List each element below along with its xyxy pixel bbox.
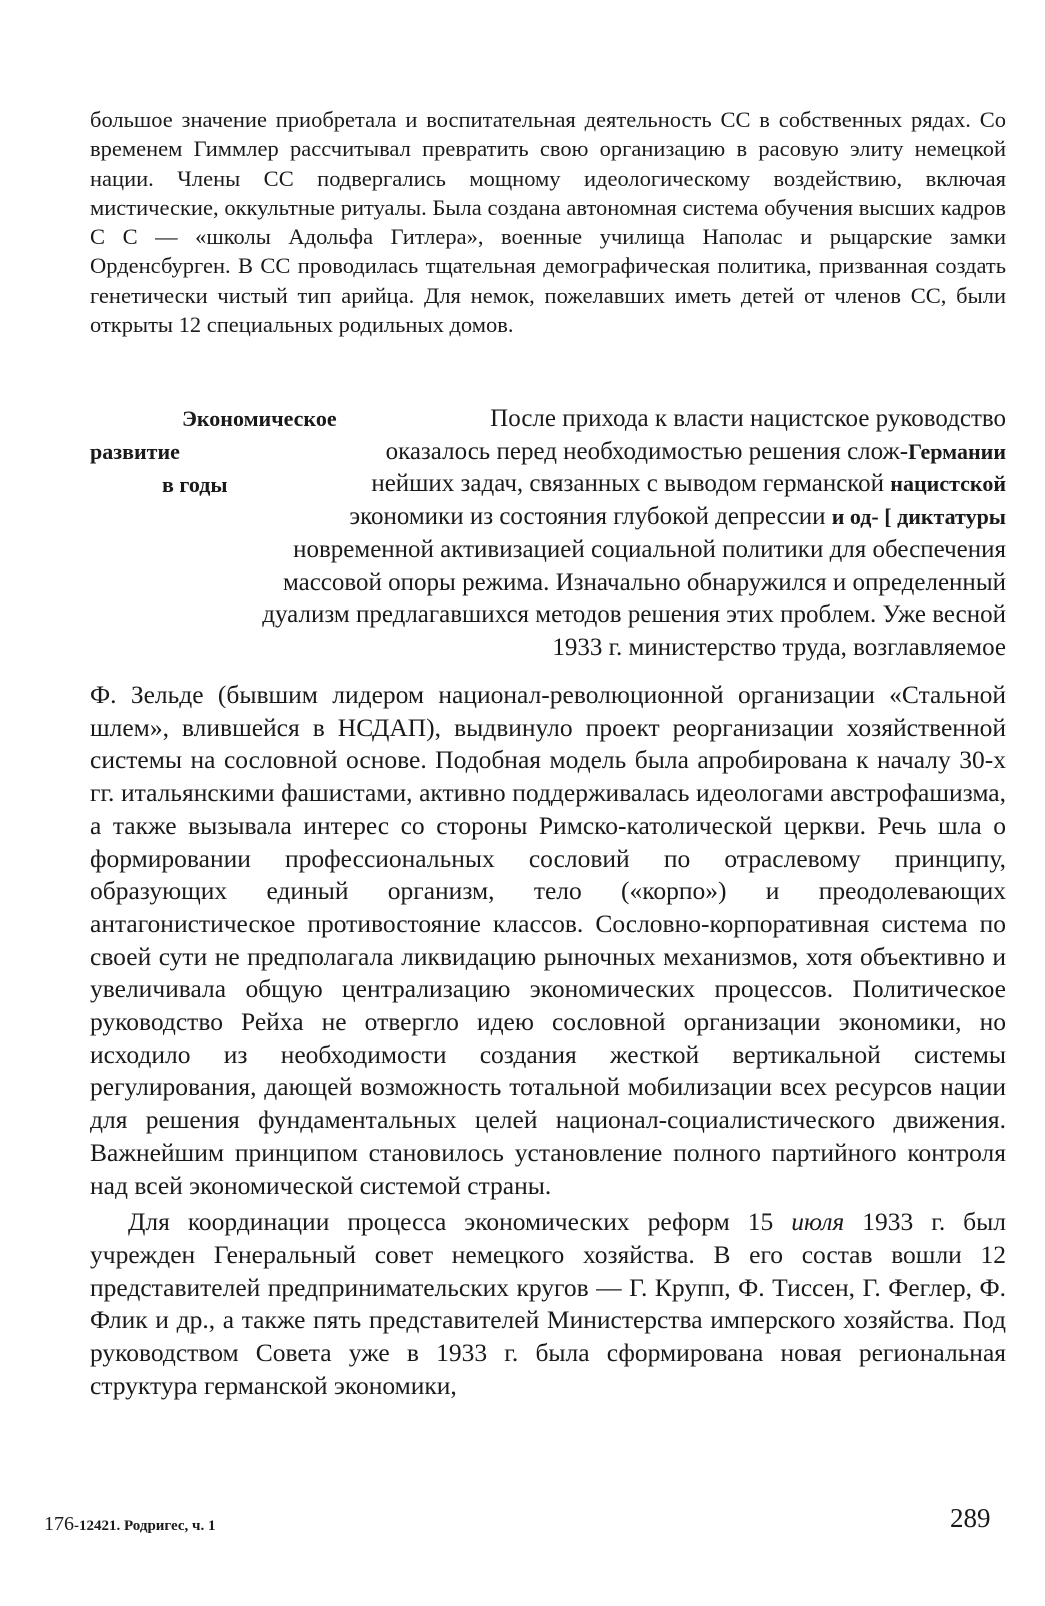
main-paragraph-1: Ф. Зельде (бывшим лидером национал-революционной организации «Стальной шлем», влившейся в НСДАП), выдвинуло проект реорганизации хозяйственной системы на сословной основе. Подобная модель была апробирована к началу 30-х гг. итальянскими фашистами, активно поддерживалась идеологами австрофашизма, а также вызывала интерес со стороны Римско-католической церкви. Речь шла о формировании профессиональных сословий по отраслевому принципу, образующих единый организм, тело («корпо») и преодолевающих антагонистическое противостояние классов. Сословно-корпоративная система по своей сути не предполагала ликвидацию рыночных механизмов, хотя объективно и увеличивала общую централизацию экономических процессов. Политическое руководство Рейха не отвергло идею сословной организации экономики, но исходило из необходимости создания жесткой вертикальной системы регулирования, дающей возможность тотальной мобилизации всех ресурсов нации для решения фундаментальных целей национал-социалистического движения. Важнейшим принципом становилось установление полного партийного контроля над всей экономической системой страны. <box>90 680 1006 1200</box>
section-line-4-text: экономики из состояния глубокой депрессии <box>349 503 826 531</box>
signature-number: 176 <box>44 1513 74 1535</box>
section-line-8-text: 1933 г. министерство труда, возглавляемое <box>552 633 1006 661</box>
main-paragraph-2-end: 1933 г. был учрежден Генеральный совет немецкого хозяйства. В его состав вошли 12 представителей предпринимательских кругов — Г. Крупп, Ф. Тиссен, Г. Феглер, Ф. Флик и др., а также пять представителей Министерства имперского хозяйства. Под руководством Совета уже в 1933 г. была сформирована новая региональная структура германской экономики, <box>90 1207 1006 1400</box>
section-line-4 <box>90 501 1006 534</box>
section-line-7-text: дуализм предлагавшихся методов решения этих проблем. Уже весной <box>262 601 1006 629</box>
main-text-block <box>90 679 1006 1402</box>
margin-heading-line-3: в годы <box>162 472 228 497</box>
section-line-7 <box>90 599 1006 632</box>
signature-text: -12421. Родригес, ч. 1 <box>74 1518 216 1534</box>
side-heading-germany: Германии <box>908 438 1006 464</box>
section-heading-block <box>90 403 1006 665</box>
section-line-6 <box>90 567 1006 600</box>
main-paragraph-2 <box>90 1206 1006 1402</box>
section-line-2 <box>90 436 1006 469</box>
margin-heading-line-1: Экономическое <box>182 406 337 431</box>
side-heading-dictatorship: и од- [ диктатуры <box>831 504 1006 530</box>
section-line-5 <box>90 534 1006 567</box>
margin-heading-line-2: развитие <box>90 439 180 464</box>
section-line-8 <box>90 632 1006 665</box>
main-paragraph-2-italic: июля <box>791 1207 845 1237</box>
page-number: 289 <box>950 1503 991 1533</box>
top-paragraph: большое значение приобретала и воспитательная деятельность СС в собственных рядах. Со временем Гиммлер рассчитывал превратить свою организацию в расовую элиту немецкой нации. Члены СС подвергались мощному идеологическому воздействию, включая мистические, оккультные ритуалы. Была создана автономная система обучения высших кадров С С — «школы Адольфа Гитлера», военные училища Наполас и рыцарские замки Орденсбурген. В СС проводилась тщательная демографическая политика, призванная создать генетически чистый тип арийца. Для немок, пожелавших иметь детей от членов СС, были открыты 12 специальных родильных домов. <box>90 107 1006 338</box>
section-line-2-text: оказалось перед необходимостью решения слож- <box>385 437 909 465</box>
section-line-6-text: массовой опоры режима. Изначально обнаружился и определенный <box>282 568 1006 596</box>
side-heading-nazi: нацистской <box>890 471 1006 497</box>
section-line-3-text: нейших задач, связанных с выводом германской <box>371 470 885 498</box>
section-line-1-text: После прихода к власти нацистское руководство <box>490 405 1006 432</box>
printer-signature <box>44 1513 216 1536</box>
top-paragraph-block <box>90 105 1006 339</box>
main-paragraph-2-start: Для координации процесса экономических реформ 15 <box>128 1207 774 1237</box>
section-line-5-text: новременной активизацией социальной политики для обеспечения <box>293 535 1006 563</box>
